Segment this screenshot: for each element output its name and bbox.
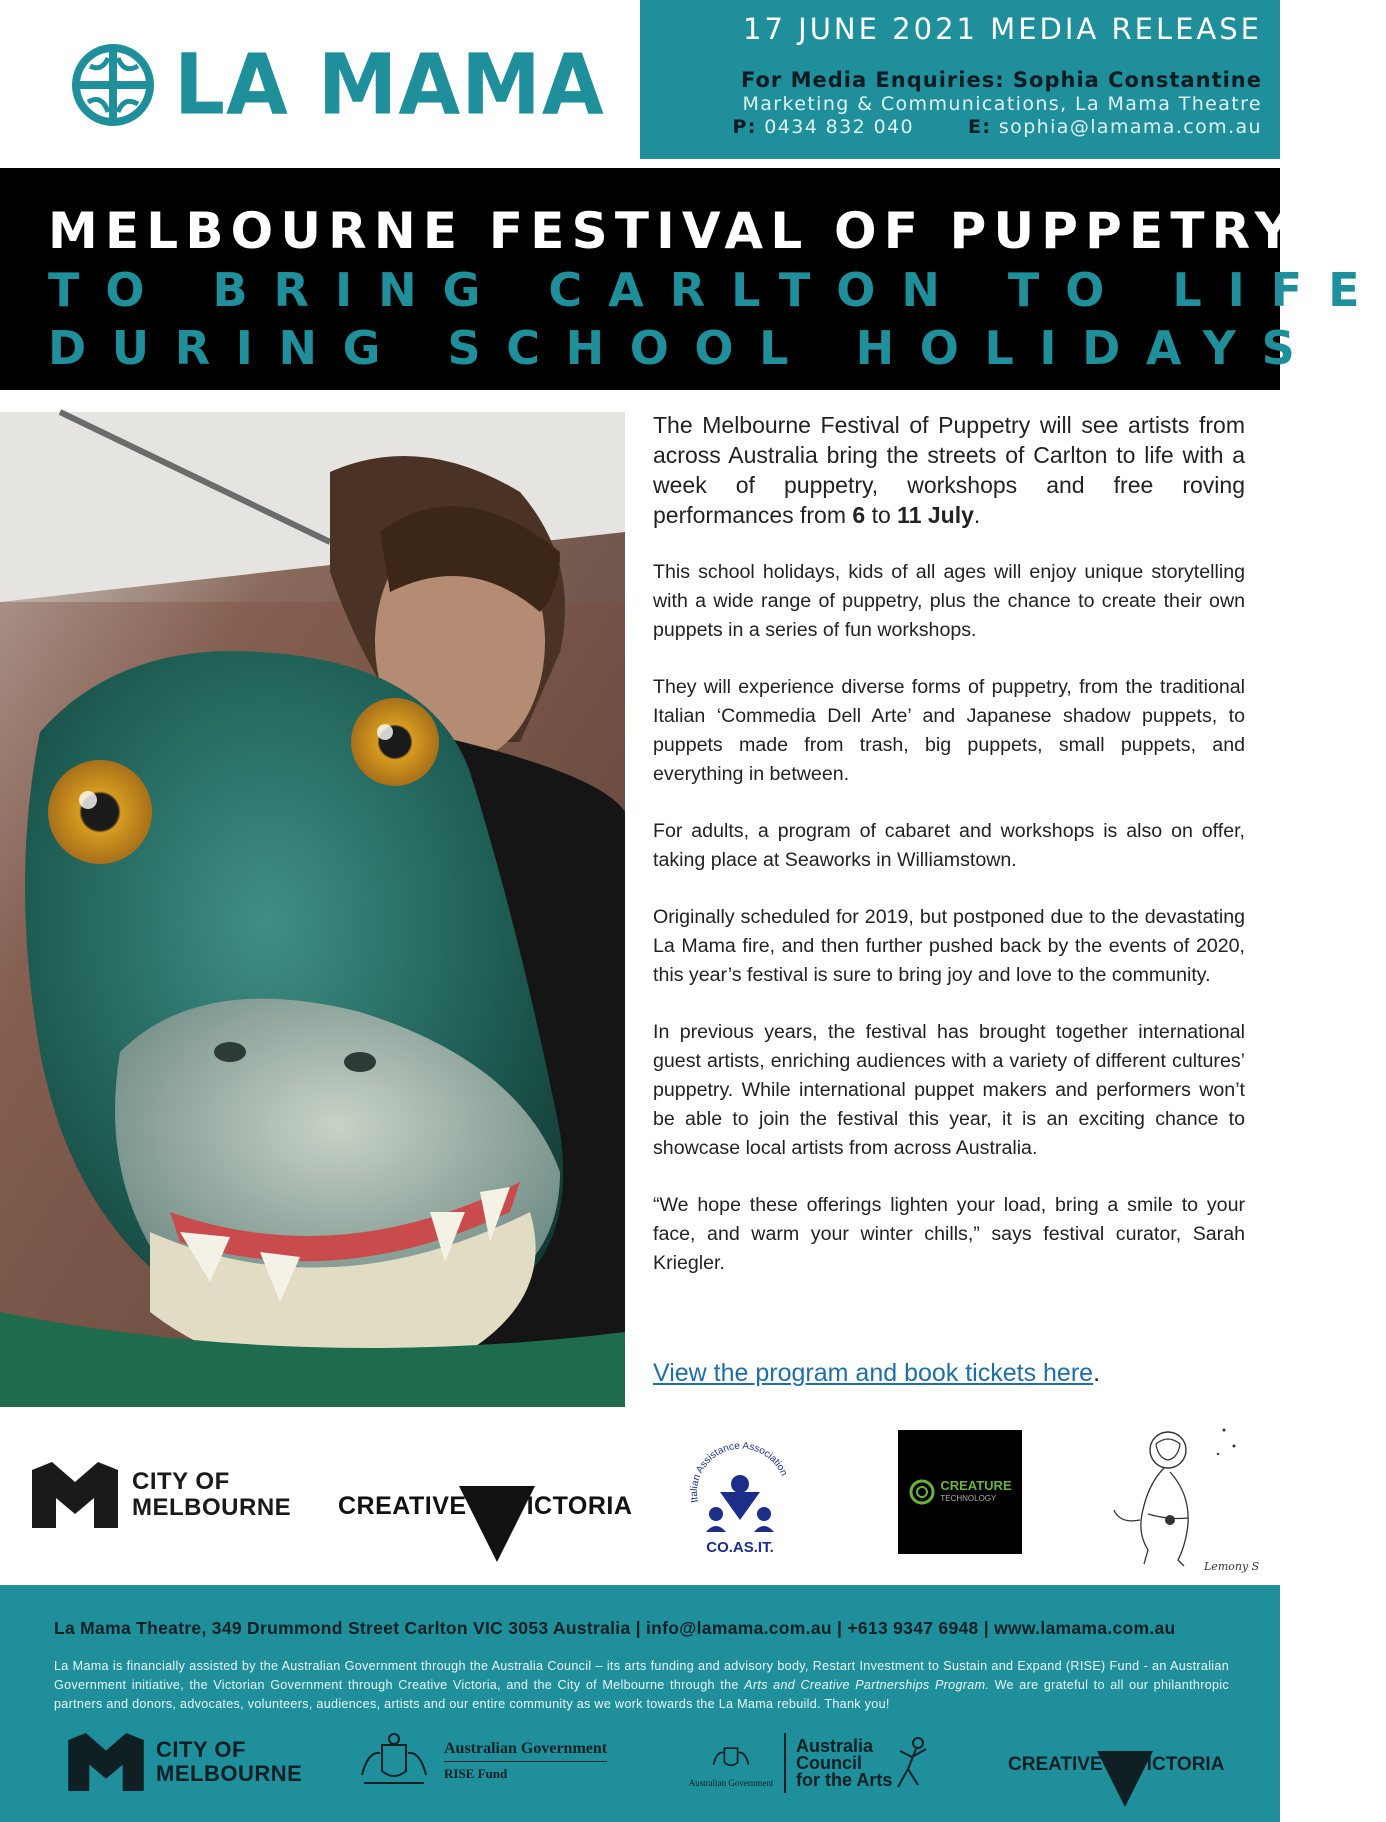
la-mama-logo[interactable] — [72, 35, 605, 134]
victoria-triangle-icon — [459, 1486, 535, 1562]
australian-government-rise-logo[interactable]: Australian Government RISE Fund — [354, 1731, 607, 1791]
footer-creative-victoria-logo[interactable]: CREATIVE ICTORIA — [1008, 1737, 1224, 1793]
headline-line-1: MELBOURNE FESTIVAL OF PUPPETRY — [48, 202, 1299, 260]
tickets-line: View the program and book tickets here. — [653, 1359, 1101, 1387]
paragraph-kids: This school holidays, kids of all ages will enjoy unique storytelling with a wide range of puppetry, plus the chance to create their own puppets in a series of fun workshops. — [653, 561, 1245, 641]
release-date: 17 JUNE 2021 MEDIA RELEASE — [743, 12, 1262, 46]
svg-text:Lemony S: Lemony S — [1204, 1560, 1260, 1573]
header — [0, 0, 1280, 168]
paragraph-international: In previous years, the festival has brought together international guest artists, enriching audiences with a variety of different cultures’ puppetry. While international puppet makers and performers won’t be able to join the festival this year, it is an exciting chance to showcase local artists from across Australia. — [653, 1021, 1245, 1159]
partner-logos — [0, 1410, 1280, 1585]
coat-of-arms-icon — [709, 1738, 753, 1776]
svg-text:CO.AS.IT.: CO.AS.IT. — [706, 1539, 774, 1556]
lemony-s-dog-logo[interactable] — [1108, 1424, 1260, 1576]
email-entry[interactable]: E: sophia@lamama.com.au — [968, 116, 1262, 138]
lead-paragraph: The Melbourne Festival of Puppetry will see artists from across Australia bring the streets of Carlton to life with a week of puppetry, workshops and free roving performances from 6 to 11 July. — [653, 412, 1245, 528]
funding-acknowledgement: La Mama is financially assisted by the Australian Government through the Australia Council – its arts funding and advisory body, Restart Investment to Sustain and Expand (RISE) Fund - an Australian Government initiative, the Victorian Government through Creative Victoria, and the City of Melbourne through the Arts and Creative Partnerships Program. We are grateful to all our philanthropic partners and donors, advocates, volunteers, audiences, artists and our entire community as we work towards the La Mama rebuild. Thank you! — [54, 1659, 1229, 1711]
coasit-emblem-icon — [676, 1432, 804, 1560]
footer — [0, 1585, 1280, 1822]
dancer-figure-icon — [892, 1735, 928, 1791]
svg-text:Italian Assistance Association: Italian Assistance Association — [688, 1440, 790, 1504]
dinosaur-puppet-illustration — [0, 412, 625, 1407]
coasit-logo[interactable] — [676, 1432, 804, 1560]
creature-technology-logo[interactable]: CREATURE TECHNOLOGY — [898, 1430, 1022, 1554]
la-mama-emblem-icon — [72, 44, 154, 126]
headline-line-2: TO BRING CARLTON TO LIFE — [48, 263, 1386, 317]
melbourne-m-icon — [68, 1733, 144, 1791]
paragraph-history: Originally scheduled for 2019, but postponed due to the devastating La Mama fire, and then further pushed back by the events of 2020, this year’s festival is sure to bring joy and love to the community. — [653, 906, 1245, 986]
logo-wordmark: LA MAMA — [174, 35, 605, 134]
tickets-link[interactable]: View the program and book tickets here — [653, 1359, 1094, 1387]
melbourne-m-icon — [32, 1462, 118, 1528]
australia-council-logo[interactable]: Australian Government Australia Council for the Arts — [688, 1733, 928, 1793]
coat-of-arms-icon — [354, 1731, 434, 1791]
puppeteer-photo — [0, 412, 625, 1407]
creature-swirl-icon — [908, 1478, 936, 1506]
phone-entry[interactable]: P: 0434 832 040 — [732, 116, 915, 138]
contact-role: Marketing & Communications, La Mama Theatre — [742, 93, 1262, 115]
article-body — [653, 410, 1245, 1278]
paragraph-forms: They will experience diverse forms of puppetry, from the traditional Italian ‘Commedia Dell Arte’ and Japanese shadow puppets, to puppets made from trash, big puppets, small puppets, and everything in between. — [653, 676, 1245, 785]
media-release-box — [640, 0, 1280, 159]
curator-quote: “We hope these offerings lighten your load, bring a smile to your face, and warm your winter chills,” says festival curator, Sarah Kriegler. — [653, 1194, 1245, 1274]
paragraph-adults: For adults, a program of cabaret and workshops is also on offer, taking place at Seaworks in Williamstown. — [653, 820, 1245, 871]
media-contact: For Media Enquiries: Sophia Constantine — [740, 68, 1262, 92]
start-date: 6 — [852, 502, 866, 528]
headline-banner — [0, 168, 1386, 390]
contact-details — [640, 116, 1262, 138]
footer-contact-details: La Mama Theatre, 349 Drummond Street Carlton VIC 3053 Australia | info@lamama.com.au | +613 9347 6948 | www.lamama.com.au — [54, 1618, 1176, 1638]
victoria-triangle-icon — [1097, 1751, 1153, 1807]
city-of-melbourne-logo[interactable]: CITY OF MELBOURNE — [32, 1462, 291, 1528]
end-date: 11 July — [897, 502, 974, 528]
headline-line-3: DURING SCHOOL HOLIDAYS — [48, 321, 1321, 375]
footer-city-of-melbourne-logo[interactable]: CITY OF MELBOURNE — [68, 1733, 302, 1791]
creative-victoria-logo[interactable]: CREATIVE ICTORIA — [338, 1468, 632, 1544]
